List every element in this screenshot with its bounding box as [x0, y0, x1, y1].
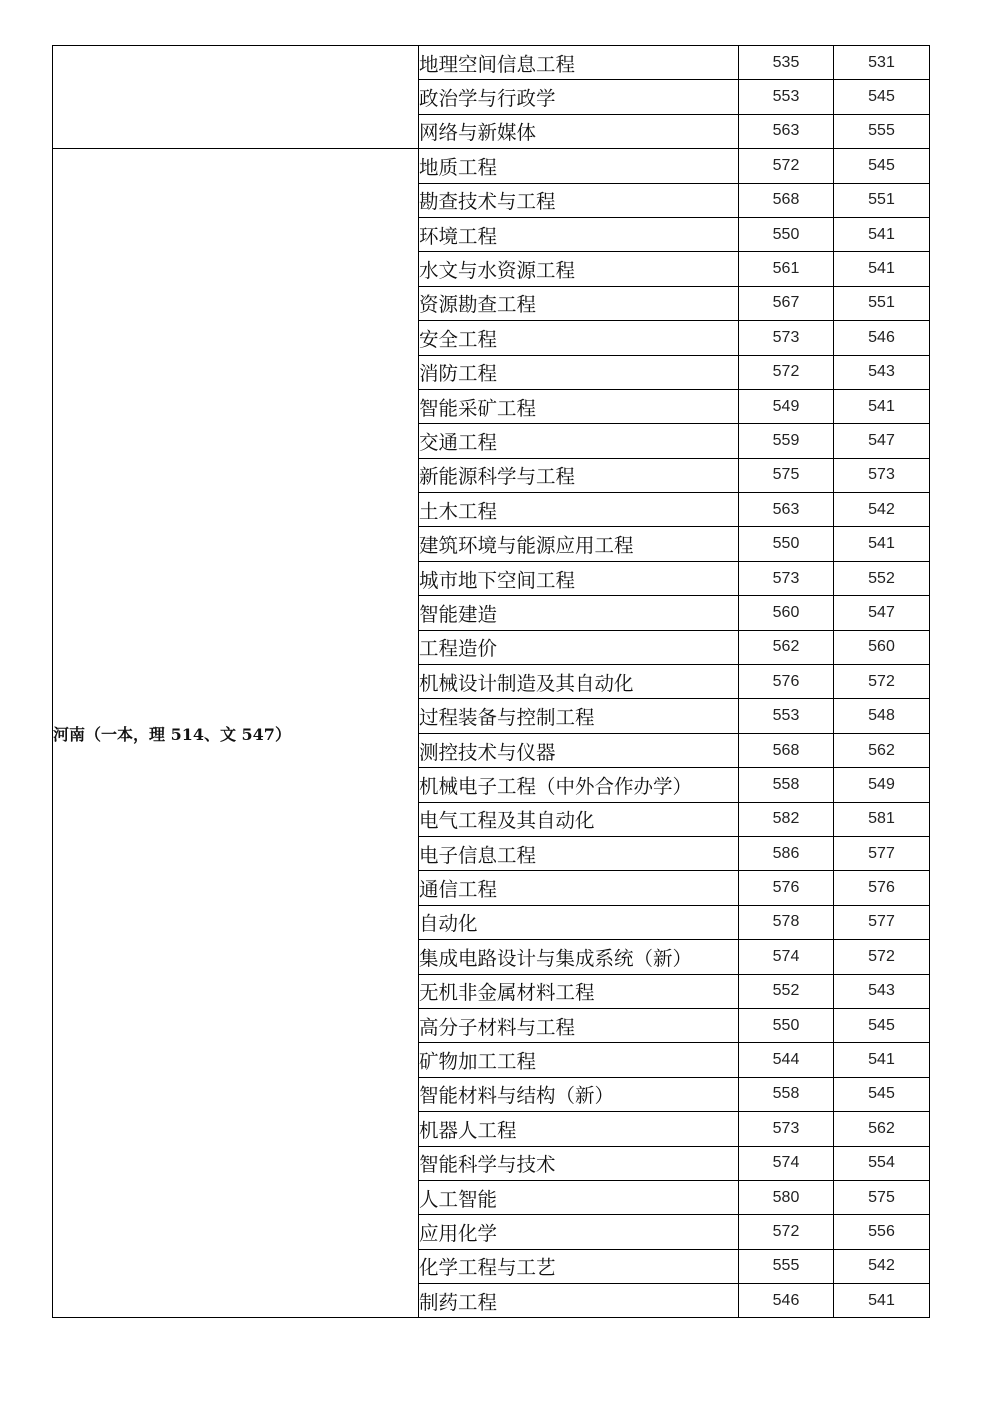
score-b-cell: 545	[834, 1077, 930, 1111]
score-a-cell: 559	[739, 424, 834, 458]
table-body	[53, 46, 930, 1318]
score-b-cell: 543	[834, 974, 930, 1008]
score-b-cell: 542	[834, 493, 930, 527]
score-a-cell: 572	[739, 149, 834, 183]
score-b-cell: 572	[834, 940, 930, 974]
admission-scores-table	[52, 45, 930, 1318]
score-a-cell: 586	[739, 836, 834, 870]
score-b-cell: 560	[834, 630, 930, 664]
score-b-cell: 541	[834, 1284, 930, 1318]
score-a-cell: 550	[739, 1008, 834, 1042]
major-name-cell: 消防工程	[419, 355, 739, 389]
major-name-cell: 无机非金属材料工程	[419, 974, 739, 1008]
score-a-cell: 582	[739, 802, 834, 836]
score-b-cell: 575	[834, 1180, 930, 1214]
major-name-cell: 智能建造	[419, 596, 739, 630]
major-name-cell: 智能采矿工程	[419, 389, 739, 423]
score-a-cell: 546	[739, 1284, 834, 1318]
score-a-cell: 558	[739, 768, 834, 802]
score-a-cell: 572	[739, 355, 834, 389]
major-name-cell: 勘查技术与工程	[419, 183, 739, 217]
score-b-cell: 555	[834, 114, 930, 148]
major-name-cell: 电子信息工程	[419, 836, 739, 870]
major-name-cell: 地理空间信息工程	[419, 46, 739, 80]
score-a-cell: 573	[739, 321, 834, 355]
score-a-cell: 535	[739, 46, 834, 80]
table-row	[53, 149, 930, 183]
score-a-cell: 575	[739, 458, 834, 492]
score-a-cell: 574	[739, 940, 834, 974]
score-b-cell: 531	[834, 46, 930, 80]
major-name-cell: 地质工程	[419, 149, 739, 183]
score-b-cell: 545	[834, 1008, 930, 1042]
province-cell: 河南（一本，理 514、文 547）	[53, 149, 419, 1318]
major-name-cell: 新能源科学与工程	[419, 458, 739, 492]
score-b-cell: 548	[834, 699, 930, 733]
score-a-cell: 550	[739, 217, 834, 251]
score-a-cell: 568	[739, 183, 834, 217]
score-a-cell: 562	[739, 630, 834, 664]
score-b-cell: 543	[834, 355, 930, 389]
major-name-cell: 水文与水资源工程	[419, 252, 739, 286]
major-name-cell: 应用化学	[419, 1215, 739, 1249]
major-name-cell: 自动化	[419, 905, 739, 939]
major-name-cell: 安全工程	[419, 321, 739, 355]
major-name-cell: 智能科学与技术	[419, 1146, 739, 1180]
score-a-cell: 574	[739, 1146, 834, 1180]
score-b-cell: 552	[834, 561, 930, 595]
score-b-cell: 549	[834, 768, 930, 802]
major-name-cell: 集成电路设计与集成系统（新）	[419, 940, 739, 974]
major-name-cell: 矿物加工工程	[419, 1043, 739, 1077]
major-name-cell: 通信工程	[419, 871, 739, 905]
major-name-cell: 工程造价	[419, 630, 739, 664]
score-b-cell: 547	[834, 596, 930, 630]
score-a-cell: 576	[739, 871, 834, 905]
score-b-cell: 551	[834, 183, 930, 217]
major-name-cell: 电气工程及其自动化	[419, 802, 739, 836]
score-b-cell: 541	[834, 389, 930, 423]
major-name-cell: 建筑环境与能源应用工程	[419, 527, 739, 561]
score-a-cell: 563	[739, 114, 834, 148]
score-a-cell: 552	[739, 974, 834, 1008]
score-a-cell: 568	[739, 733, 834, 767]
score-b-cell: 541	[834, 252, 930, 286]
score-a-cell: 573	[739, 1112, 834, 1146]
score-b-cell: 542	[834, 1249, 930, 1283]
score-a-cell: 544	[739, 1043, 834, 1077]
score-b-cell: 562	[834, 1112, 930, 1146]
score-b-cell: 545	[834, 80, 930, 114]
score-a-cell: 563	[739, 493, 834, 527]
major-name-cell: 交通工程	[419, 424, 739, 458]
score-a-cell: 572	[739, 1215, 834, 1249]
major-name-cell: 过程装备与控制工程	[419, 699, 739, 733]
table-row	[53, 46, 930, 80]
score-b-cell: 577	[834, 836, 930, 870]
major-name-cell: 城市地下空间工程	[419, 561, 739, 595]
score-b-cell: 541	[834, 1043, 930, 1077]
score-a-cell: 560	[739, 596, 834, 630]
score-b-cell: 545	[834, 149, 930, 183]
score-b-cell: 551	[834, 286, 930, 320]
score-a-cell: 561	[739, 252, 834, 286]
major-name-cell: 资源勘查工程	[419, 286, 739, 320]
score-a-cell: 578	[739, 905, 834, 939]
major-name-cell: 制药工程	[419, 1284, 739, 1318]
score-b-cell: 573	[834, 458, 930, 492]
score-b-cell: 541	[834, 527, 930, 561]
major-name-cell: 机械设计制造及其自动化	[419, 665, 739, 699]
score-b-cell: 562	[834, 733, 930, 767]
major-name-cell: 智能材料与结构（新）	[419, 1077, 739, 1111]
score-a-cell: 576	[739, 665, 834, 699]
score-a-cell: 553	[739, 699, 834, 733]
score-a-cell: 550	[739, 527, 834, 561]
score-b-cell: 577	[834, 905, 930, 939]
score-b-cell: 547	[834, 424, 930, 458]
major-name-cell: 高分子材料与工程	[419, 1008, 739, 1042]
score-a-cell: 567	[739, 286, 834, 320]
score-b-cell: 556	[834, 1215, 930, 1249]
score-a-cell: 553	[739, 80, 834, 114]
score-b-cell: 581	[834, 802, 930, 836]
score-b-cell: 572	[834, 665, 930, 699]
major-name-cell: 人工智能	[419, 1180, 739, 1214]
score-a-cell: 549	[739, 389, 834, 423]
score-b-cell: 554	[834, 1146, 930, 1180]
major-name-cell: 环境工程	[419, 217, 739, 251]
score-a-cell: 555	[739, 1249, 834, 1283]
major-name-cell: 网络与新媒体	[419, 114, 739, 148]
major-name-cell: 政治学与行政学	[419, 80, 739, 114]
score-a-cell: 573	[739, 561, 834, 595]
province-cell	[53, 46, 419, 149]
major-name-cell: 土木工程	[419, 493, 739, 527]
major-name-cell: 测控技术与仪器	[419, 733, 739, 767]
score-b-cell: 576	[834, 871, 930, 905]
score-b-cell: 541	[834, 217, 930, 251]
major-name-cell: 化学工程与工艺	[419, 1249, 739, 1283]
major-name-cell: 机械电子工程（中外合作办学）	[419, 768, 739, 802]
score-a-cell: 580	[739, 1180, 834, 1214]
score-b-cell: 546	[834, 321, 930, 355]
score-a-cell: 558	[739, 1077, 834, 1111]
major-name-cell: 机器人工程	[419, 1112, 739, 1146]
